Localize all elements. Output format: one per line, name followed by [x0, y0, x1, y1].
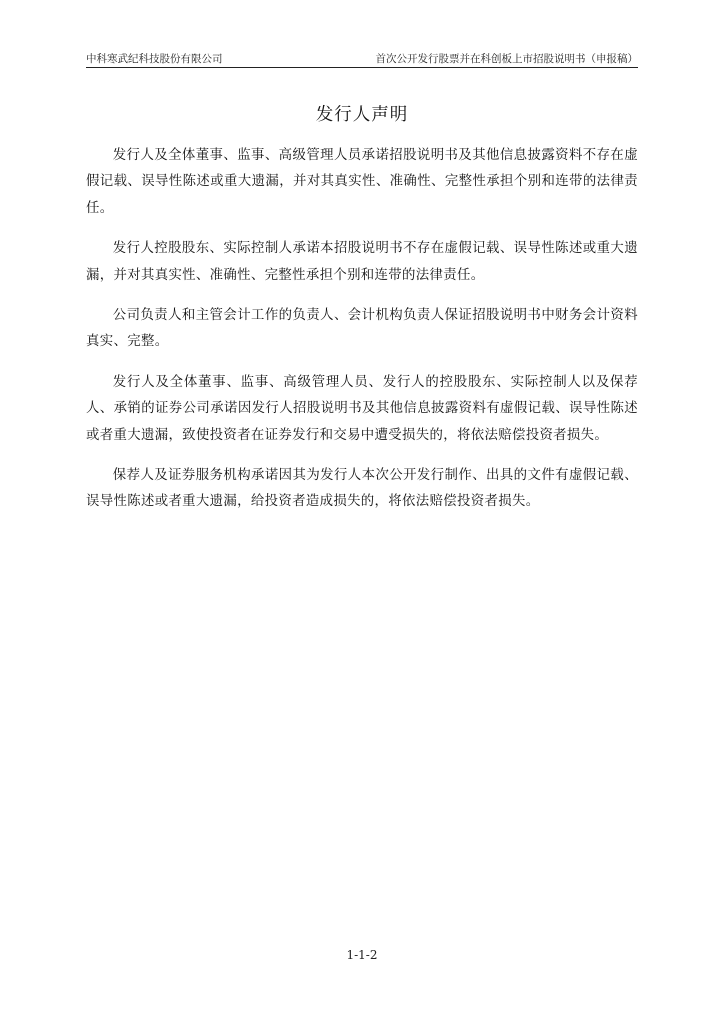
declaration-body	[86, 143, 638, 530]
paragraph-accounting-guarantee: 公司负责人和主管会计工作的负责人、会计机构负责人保证招股说明书中财务会计资料真实、完整。	[86, 308, 638, 350]
paragraph-sponsor-commitment: 保荐人及证券服务机构承诺因其为发行人本次公开发行制作、出具的文件有虚假记载、误导性陈述或者重大遗漏，给投资者造成损失的，将依法赔偿投资者损失。	[86, 468, 638, 510]
page-title: 发行人声明	[315, 105, 409, 125]
paragraph-issuer-commitment: 发行人及全体董事、监事、高级管理人员承诺招股说明书及其他信息披露资料不存在虚假记载、误导性陈述或重大遗漏，并对其真实性、准确性、完整性承担个别和连带的法律责任。	[86, 148, 638, 216]
page-header	[86, 50, 638, 66]
header-divider	[86, 67, 638, 68]
paragraph-compensation-commitment: 发行人及全体董事、监事、高级管理人员、发行人的控股股东、实际控制人以及保荐人、承销的证券公司承诺因发行人招股说明书及其他信息披露资料有虚假记载、误导性陈述或者重大遗漏，致使投资者在证券发行和交易中遭受损失的，将依法赔偿投资者损失。	[86, 374, 638, 443]
header-company-name: 中科寒武纪科技股份有限公司	[86, 53, 223, 65]
page-number: 1-1-2	[346, 948, 378, 962]
header-document-title: 首次公开发行股票并在科创板上市招股说明书（申报稿）	[375, 53, 638, 65]
paragraph-controlling-shareholder-commitment: 发行人控股股东、实际控制人承诺本招股说明书不存在虚假记载、误导性陈述或重大遗漏，并对其真实性、准确性、完整性承担个别和连带的法律责任。	[86, 241, 638, 283]
